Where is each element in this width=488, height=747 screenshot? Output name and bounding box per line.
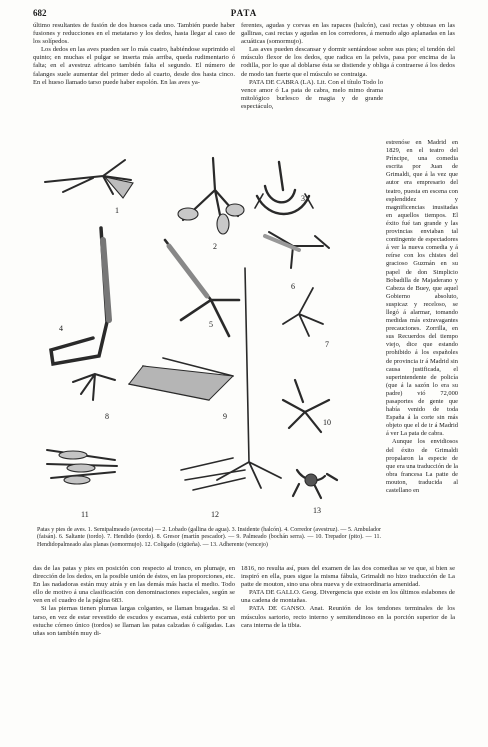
figure-label: 9 (223, 412, 227, 421)
page-number: 682 (33, 8, 47, 18)
paragraph: Si las piernas tienen plumas largas colgantes, se llaman bragadas. Si el tarso, en vez de estar revestido de escudos y escamas, está cubierto por un estuche córneo único (tordos) se llaman las patas calzadas ó calígadas. Las uñas son también muy di- (33, 605, 235, 637)
figure-label: 2 (213, 242, 217, 251)
paragraph: Aunque los envidiosos del éxito de Grimaldi propalaron la especie de que era una traducción de la obra francesa La patte de mouton, traducida al castellano en (386, 438, 458, 495)
caption-text: Patas y pies de aves. 1. Semipalmeado (avoceta) — 2. Lobado (gallina de agua). 3. Insidente (halcón). 4. Corredor (avestruz). — 5. Ambulador (faisán). 6. Saltante (tordo). 7. Hendido (tordo). 8. Gresor (martín pescador). — 9. Palmeado (bochán serra). — 10. Trepador (pito). — 11. Hendidopalmeado alas planas (somormujo). 12. Coligado (cigüeña). — 13. Adherente (vencejo) (37, 527, 381, 548)
figure-label: 4 (59, 324, 63, 333)
paragraph: das de las patas y pies en posición con respecto al tronco, en plumaje, en dirección de los dedos, en la posible unión de éstos, en las proporciones, etc. En las nadadoras están muy atrás y en las demás más hacia el medio. Todo ello de motivo á una clasificación con denominaciones especiales, según se ven en el cuadro de la página 683. (33, 565, 235, 605)
figure-label: 8 (105, 412, 109, 421)
figure-label: 1 (115, 206, 119, 215)
figure-label: 11 (81, 510, 89, 519)
paragraph: último resultantes de fusión de dos huesos cada uno. También puede haber fusiones y reducciones en el metatarso y los dedos, hasta llegar al caso de los solípedos. (33, 22, 235, 46)
paragraph: 1816, no resulta así, pues del examen de las dos comedias se ve que, si bien se inspiró en ella, pues sigue la misma fábula, Grimaldi no hizo traducción de La patte de mouton, sino una obra nueva y de extraordinaria amenidad. (241, 565, 455, 589)
figure-label: 5 (209, 320, 213, 329)
figure-label: 6 (291, 282, 295, 291)
figure-label: 10 (323, 418, 331, 427)
page-header (33, 8, 455, 20)
running-title: PATA (230, 8, 258, 18)
feet-engraving (33, 150, 383, 528)
entry-pata-de-cabra: PATA DE CABRA (LA). Lit. Con el título Todo lo vence amor ó La pata de cabra, melo mimo drama mitológico burlesco de magia y de grande espectáculo, (241, 78, 383, 110)
paragraph: Las aves pueden descansar y dormir sentándose sobre sus pies; el tendón del músculo flexor de los dedos, que radica en la pelvis, pasa por encima de la rodilla, por lo que al doblarse ésta se distiende y obliga á contraerse á los dedos de modo tan fuerte que el músculo se contraiga. (241, 46, 455, 78)
figure-label: 7 (325, 340, 329, 349)
figure-label: 3 (301, 194, 305, 203)
left-column-bottom (33, 565, 235, 638)
figure-label: 12 (211, 510, 219, 519)
figure-label: 13 (313, 506, 321, 515)
entry-pata-de-gallo: PATA DE GALLO. Geog. Divergencia que existe en los últimos eslabones de una cadena de montañas. (241, 589, 455, 605)
right-column-wrap (386, 139, 458, 495)
paragraph: Los dedos en las aves pueden ser lo más cuatro, habiéndose suprimido el quinto; en muchas el pulgar se inserta más arriba, queda rudimentario ó falta; en el avestruz africano también falta el segundo. El número de falanges suele aumentar del primer dedo al cuarto, desde dos hasta cinco. En el hueso llamado tarso puede haber espolón. En las aves ya- (33, 46, 235, 86)
figure-caption (37, 527, 381, 549)
bird-feet-illustration (33, 150, 383, 528)
paragraph: estrenóse en Madrid en 1829, en el teatro del Príncipe, una comedia escrita por Juan de Grimaldi, que á la vez que autor era empresario del teatro, puesta en escena con esplendidez y magnificencias inusitadas en aquellos tiempos. El éxito fué tan grande y las provincias enviaban tal contingente de espectadores á ver la nueva comedia y á reírse con los chistes del gracioso Guzmán en su papel de don Simplicio Bobadilla de Majaderano y Cabeza de Buey, que aquel Gobierno absoluto, suspicaz y receloso, se llegó á alarmar, tomando medidas más extravagantes precauciones. Zorrilla, en sus Recuerdos del tiempo viejo, dice que estando prohibido á los españoles de provincia ir á Madrid sin causa justificada, el superintendente de policía (que á la sazón lo era su padre) vió 72,000 pasaportes de gente que había venido de toda España á la corte sin más objeto que el de ir á Madrid á ver La pata de cabra. (386, 139, 458, 438)
entry-pata-de-ganso: PATA DE GANSO. Anat. Reunión de los tendones terminales de los músculos sartorio, recto interno y semitendinoso en la porción superior de la cara interna de la tibia. (241, 605, 455, 629)
right-column-top (241, 22, 455, 111)
left-column-top (33, 22, 235, 87)
right-column-bottom (241, 565, 455, 630)
paragraph: ferentes, agudas y corvas en las rapaces (halcón), casi rectas y obtusas en las gallinas, casi rectas y agudas en los corredores, á menudo algo aplanadas en las acuáticas (somormujo). (241, 22, 455, 46)
